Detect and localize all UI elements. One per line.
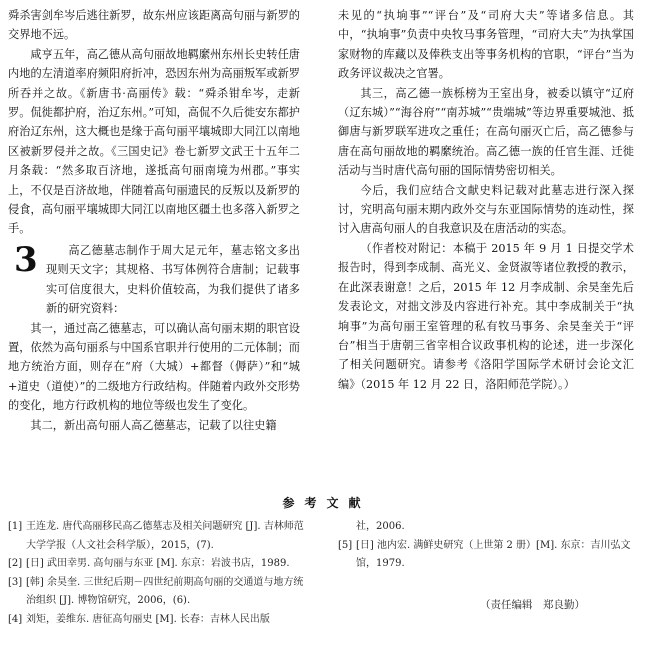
references-list-left bbox=[8, 518, 308, 630]
reference-number: [2] bbox=[8, 558, 23, 570]
reference-number: [3] bbox=[8, 576, 23, 588]
editor-note: （责任编辑 郑良勤） bbox=[480, 599, 585, 611]
reference-number: [5] bbox=[338, 539, 353, 551]
reference-item bbox=[8, 518, 308, 555]
reference-number: [1] bbox=[8, 521, 23, 532]
paragraph: 高乙德墓志制作于周大足元年，墓志铭文多出现则天文字；其规格、书写体例符合唐制；记载事实可信度很大，史料价值较高，为我们提供了诸多新的研究资料： bbox=[46, 243, 300, 316]
reference-number: [4] bbox=[8, 613, 23, 625]
reference-item bbox=[8, 555, 308, 574]
reference-text: [日] 武田幸男. 高句丽与东亚 [M]. 东京：岩波书店，1989. bbox=[26, 558, 290, 570]
references-title: 参考文献 bbox=[282, 496, 371, 510]
references-list-right bbox=[338, 518, 634, 574]
reference-item bbox=[8, 611, 308, 630]
paragraph: 咸亨五年，高乙德从高句丽故地羁縻州东州长史转任唐内地的左清道率府频阳府折冲，恐因东州为高丽叛军或新罗所吞并之故。《新唐书·高丽传》载：“舜杀钳牟岑，走新罗。侃徙都护府，治辽东州。”可知，高侃不久后徙安东都护府治辽东州，这大概也是缘于高句丽平壤城即大同江以南地区被新罗侵并之故。《三国史记》卷七新罗文武王十五年二月条载：“然多取百济地，遂抵高句丽南境为州郡。”事实上，不仅是百济故地，伴随着高句丽遗民的反叛以及新罗的侵食，高句丽平壤城即大同江以南地区疆土也多落入新罗之手。 bbox=[8, 47, 300, 236]
reference-item bbox=[338, 518, 634, 537]
reference-text: [日] 池内宏. 满鲜史研究（上世第 2 册）[M]. 东京：吉川弘文馆，1979. bbox=[356, 539, 631, 570]
body-column-right bbox=[338, 6, 634, 394]
reference-text: 刘矩，姜维东. 唐征高句丽史 [M]. 长春：吉林人民出版 bbox=[26, 613, 270, 625]
reference-text: 社，2006. bbox=[356, 521, 405, 532]
paragraph: 其二，新出高句丽人高乙德墓志，记载了以往史籍 bbox=[30, 418, 277, 432]
reference-text: 王连龙. 唐代高丽移民高乙德墓志及相关问题研究 [J]. 吉林师范大学学报（人文社会科学版），2015，(7). bbox=[26, 521, 304, 551]
paragraph: （作者校对附记：本稿于 2015 年 9 月 1 日提交学术报告时，得到李成制、高光义、金贤淑等诸位教授的教示，在此深表谢意！之后，2015 年 12 月李成制、余昊奎先后发表论文，对拙文涉及内容进行补充。其中李成制关于“执垧事”为高句丽王室管理的私有牧马事务、余昊奎关于“评台”相当于唐朝三省宰相合议政事机构的论述，进一步深化了相关问题研究。请参考《洛阳学国际学术研讨会论文汇编》（2015 年 12 月 22 日，洛阳师范学院）。） bbox=[338, 241, 634, 391]
section-number: 3 bbox=[14, 239, 38, 280]
body-column-left bbox=[8, 6, 300, 435]
paragraph: 未见的“执垧事”“评台”及“司府大夫”等诸多信息。其中，“执垧事”负责中央牧马事务管理，“司府大夫”为执掌国家财物的库藏以及俸秩支出等事务机构的官职，“评台”当为政务评议裁决之官署。 bbox=[338, 9, 634, 81]
reference-item bbox=[338, 537, 634, 574]
paragraph: 今后，我们应结合文献史料记载对此墓志进行深入探讨，究明高句丽末期内政外交与东亚国际情势的连动性，探讨入唐高句丽人的自我意识及在唐活动的实态。 bbox=[338, 183, 634, 236]
section-3 bbox=[8, 241, 300, 319]
reference-item bbox=[8, 574, 308, 611]
paragraph: 舜杀害剑牟岑后逃往新罗，故东州应该距离高句丽与新罗的交界地不远。 bbox=[8, 9, 300, 42]
paragraph: 其三，高乙德一族栎榜为王室出身，被委以镇守“辽府（辽东城）”“海谷府”“南苏城”“贵端城”等边界重要城池、抵御唐与新罗联军进攻之重任；在高句丽灭亡后，高乙德参与唐在高句丽故地的羁縻统治。高乙德一族的任官生涯、迁徙活动与当时唐代高句丽的国际情势密切相关。 bbox=[338, 86, 634, 178]
reference-text: [韩] 余昊奎. 三世纪后期－四世纪前期高句丽的交通道与地方统治组织 [J]. 博物馆研究，2006，(6). bbox=[26, 576, 304, 607]
paragraph: 其一，通过高乙德墓志，可以确认高句丽末期的职官设置，依然为高句丽系与中国系官职并行使用的二元体制；而地方统治方面，则存在“府（大城）+都督（傉萨）”和“城+道史（道使）”的二级地方行政结构。伴随着内政外交形势的变化，地方行政机构的地位等级也发生了变化。 bbox=[8, 321, 300, 413]
